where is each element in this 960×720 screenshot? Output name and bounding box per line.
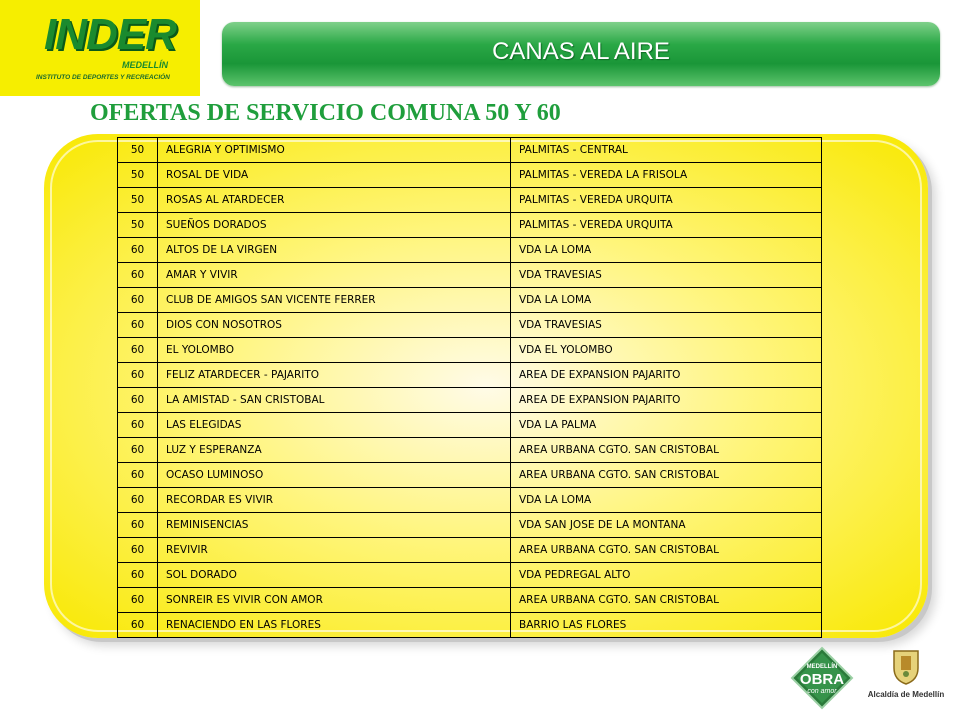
- table-row: [118, 463, 822, 488]
- group-cell: RECORDAR ES VIVIR: [158, 488, 511, 513]
- alcaldia-logo: [866, 648, 946, 710]
- location-cell: VDA LA LOMA: [511, 488, 822, 513]
- group-cell: EL YOLOMBO: [158, 338, 511, 363]
- logo-brand: INDER: [44, 10, 176, 59]
- table-row: [118, 188, 822, 213]
- location-cell: AREA DE EXPANSION PAJARITO: [511, 363, 822, 388]
- location-cell: PALMITAS - CENTRAL: [511, 138, 822, 163]
- offers-table: [117, 137, 822, 638]
- location-cell: PALMITAS - VEREDA LA FRISOLA: [511, 163, 822, 188]
- obra-logo-tagline: con amor: [807, 688, 837, 695]
- location-cell: VDA SAN JOSE DE LA MONTANA: [511, 513, 822, 538]
- comuna-cell: 60: [118, 613, 158, 638]
- medellin-obra-logo: [790, 646, 854, 710]
- group-cell: SONREIR ES VIVIR CON AMOR: [158, 588, 511, 613]
- logo-tagline: INSTITUTO DE DEPORTES Y RECREACIÓN: [36, 74, 170, 81]
- group-cell: RENACIENDO EN LAS FLORES: [158, 613, 511, 638]
- comuna-cell: 60: [118, 438, 158, 463]
- comuna-cell: 60: [118, 288, 158, 313]
- comuna-cell: 60: [118, 263, 158, 288]
- obra-logo-city: MEDELLÍN: [806, 664, 838, 670]
- comuna-cell: 60: [118, 338, 158, 363]
- location-cell: AREA URBANA CGTO. SAN CRISTOBAL: [511, 463, 822, 488]
- comuna-cell: 60: [118, 538, 158, 563]
- logo-city: MEDELLÍN: [122, 60, 168, 70]
- table-row: [118, 163, 822, 188]
- title-banner: [222, 22, 940, 86]
- table-row: [118, 263, 822, 288]
- location-cell: VDA TRAVESIAS: [511, 263, 822, 288]
- comuna-cell: 50: [118, 188, 158, 213]
- location-cell: AREA URBANA CGTO. SAN CRISTOBAL: [511, 438, 822, 463]
- group-cell: AMAR Y VIVIR: [158, 263, 511, 288]
- comuna-cell: 50: [118, 138, 158, 163]
- location-cell: PALMITAS - VEREDA URQUITA: [511, 188, 822, 213]
- group-cell: ROSAS AL ATARDECER: [158, 188, 511, 213]
- table-row: [118, 338, 822, 363]
- table-row: [118, 538, 822, 563]
- group-cell: REMINISENCIAS: [158, 513, 511, 538]
- section-subtitle: OFERTAS DE SERVICIO COMUNA 50 Y 60: [90, 100, 561, 126]
- table-row: [118, 488, 822, 513]
- comuna-cell: 60: [118, 588, 158, 613]
- location-cell: AREA DE EXPANSION PAJARITO: [511, 388, 822, 413]
- location-cell: PALMITAS - VEREDA URQUITA: [511, 213, 822, 238]
- group-cell: ALTOS DE LA VIRGEN: [158, 238, 511, 263]
- group-cell: REVIVIR: [158, 538, 511, 563]
- comuna-cell: 60: [118, 488, 158, 513]
- table-row: [118, 388, 822, 413]
- table-row: [118, 513, 822, 538]
- obra-logo-word: OBRA: [799, 671, 845, 688]
- comuna-cell: 60: [118, 513, 158, 538]
- location-cell: BARRIO LAS FLORES: [511, 613, 822, 638]
- comuna-cell: 60: [118, 563, 158, 588]
- group-cell: CLUB DE AMIGOS SAN VICENTE FERRER: [158, 288, 511, 313]
- crest-icon: [891, 648, 921, 686]
- comuna-cell: 50: [118, 213, 158, 238]
- location-cell: VDA EL YOLOMBO: [511, 338, 822, 363]
- location-cell: VDA LA LOMA: [511, 288, 822, 313]
- location-cell: VDA LA LOMA: [511, 238, 822, 263]
- table-row: [118, 238, 822, 263]
- location-cell: AREA URBANA CGTO. SAN CRISTOBAL: [511, 588, 822, 613]
- table-row: [118, 288, 822, 313]
- comuna-cell: 50: [118, 163, 158, 188]
- location-cell: AREA URBANA CGTO. SAN CRISTOBAL: [511, 538, 822, 563]
- alcaldia-text: Alcaldía de Medellín: [867, 690, 945, 699]
- group-cell: FELIZ ATARDECER - PAJARITO: [158, 363, 511, 388]
- group-cell: SUEÑOS DORADOS: [158, 213, 511, 238]
- table-row: [118, 588, 822, 613]
- group-cell: LUZ Y ESPERANZA: [158, 438, 511, 463]
- table-row: [118, 413, 822, 438]
- group-cell: LA AMISTAD - SAN CRISTOBAL: [158, 388, 511, 413]
- location-cell: VDA PEDREGAL ALTO: [511, 563, 822, 588]
- comuna-cell: 60: [118, 413, 158, 438]
- table-row: [118, 563, 822, 588]
- group-cell: ALEGRIA Y OPTIMISMO: [158, 138, 511, 163]
- comuna-cell: 60: [118, 463, 158, 488]
- group-cell: SOL DORADO: [158, 563, 511, 588]
- group-cell: ROSAL DE VIDA: [158, 163, 511, 188]
- comuna-cell: 60: [118, 388, 158, 413]
- table-row: [118, 363, 822, 388]
- comuna-cell: 60: [118, 363, 158, 388]
- location-cell: VDA TRAVESIAS: [511, 313, 822, 338]
- page-title: CANAS AL AIRE: [492, 38, 670, 65]
- inder-logo: [0, 0, 200, 96]
- comuna-cell: 60: [118, 313, 158, 338]
- location-cell: VDA LA PALMA: [511, 413, 822, 438]
- table-row: [118, 438, 822, 463]
- table-row: [118, 613, 822, 638]
- group-cell: DIOS CON NOSOTROS: [158, 313, 511, 338]
- offers-table-body: [118, 138, 822, 638]
- table-row: [118, 138, 822, 163]
- group-cell: LAS ELEGIDAS: [158, 413, 511, 438]
- table-row: [118, 313, 822, 338]
- table-row: [118, 213, 822, 238]
- comuna-cell: 60: [118, 238, 158, 263]
- group-cell: OCASO LUMINOSO: [158, 463, 511, 488]
